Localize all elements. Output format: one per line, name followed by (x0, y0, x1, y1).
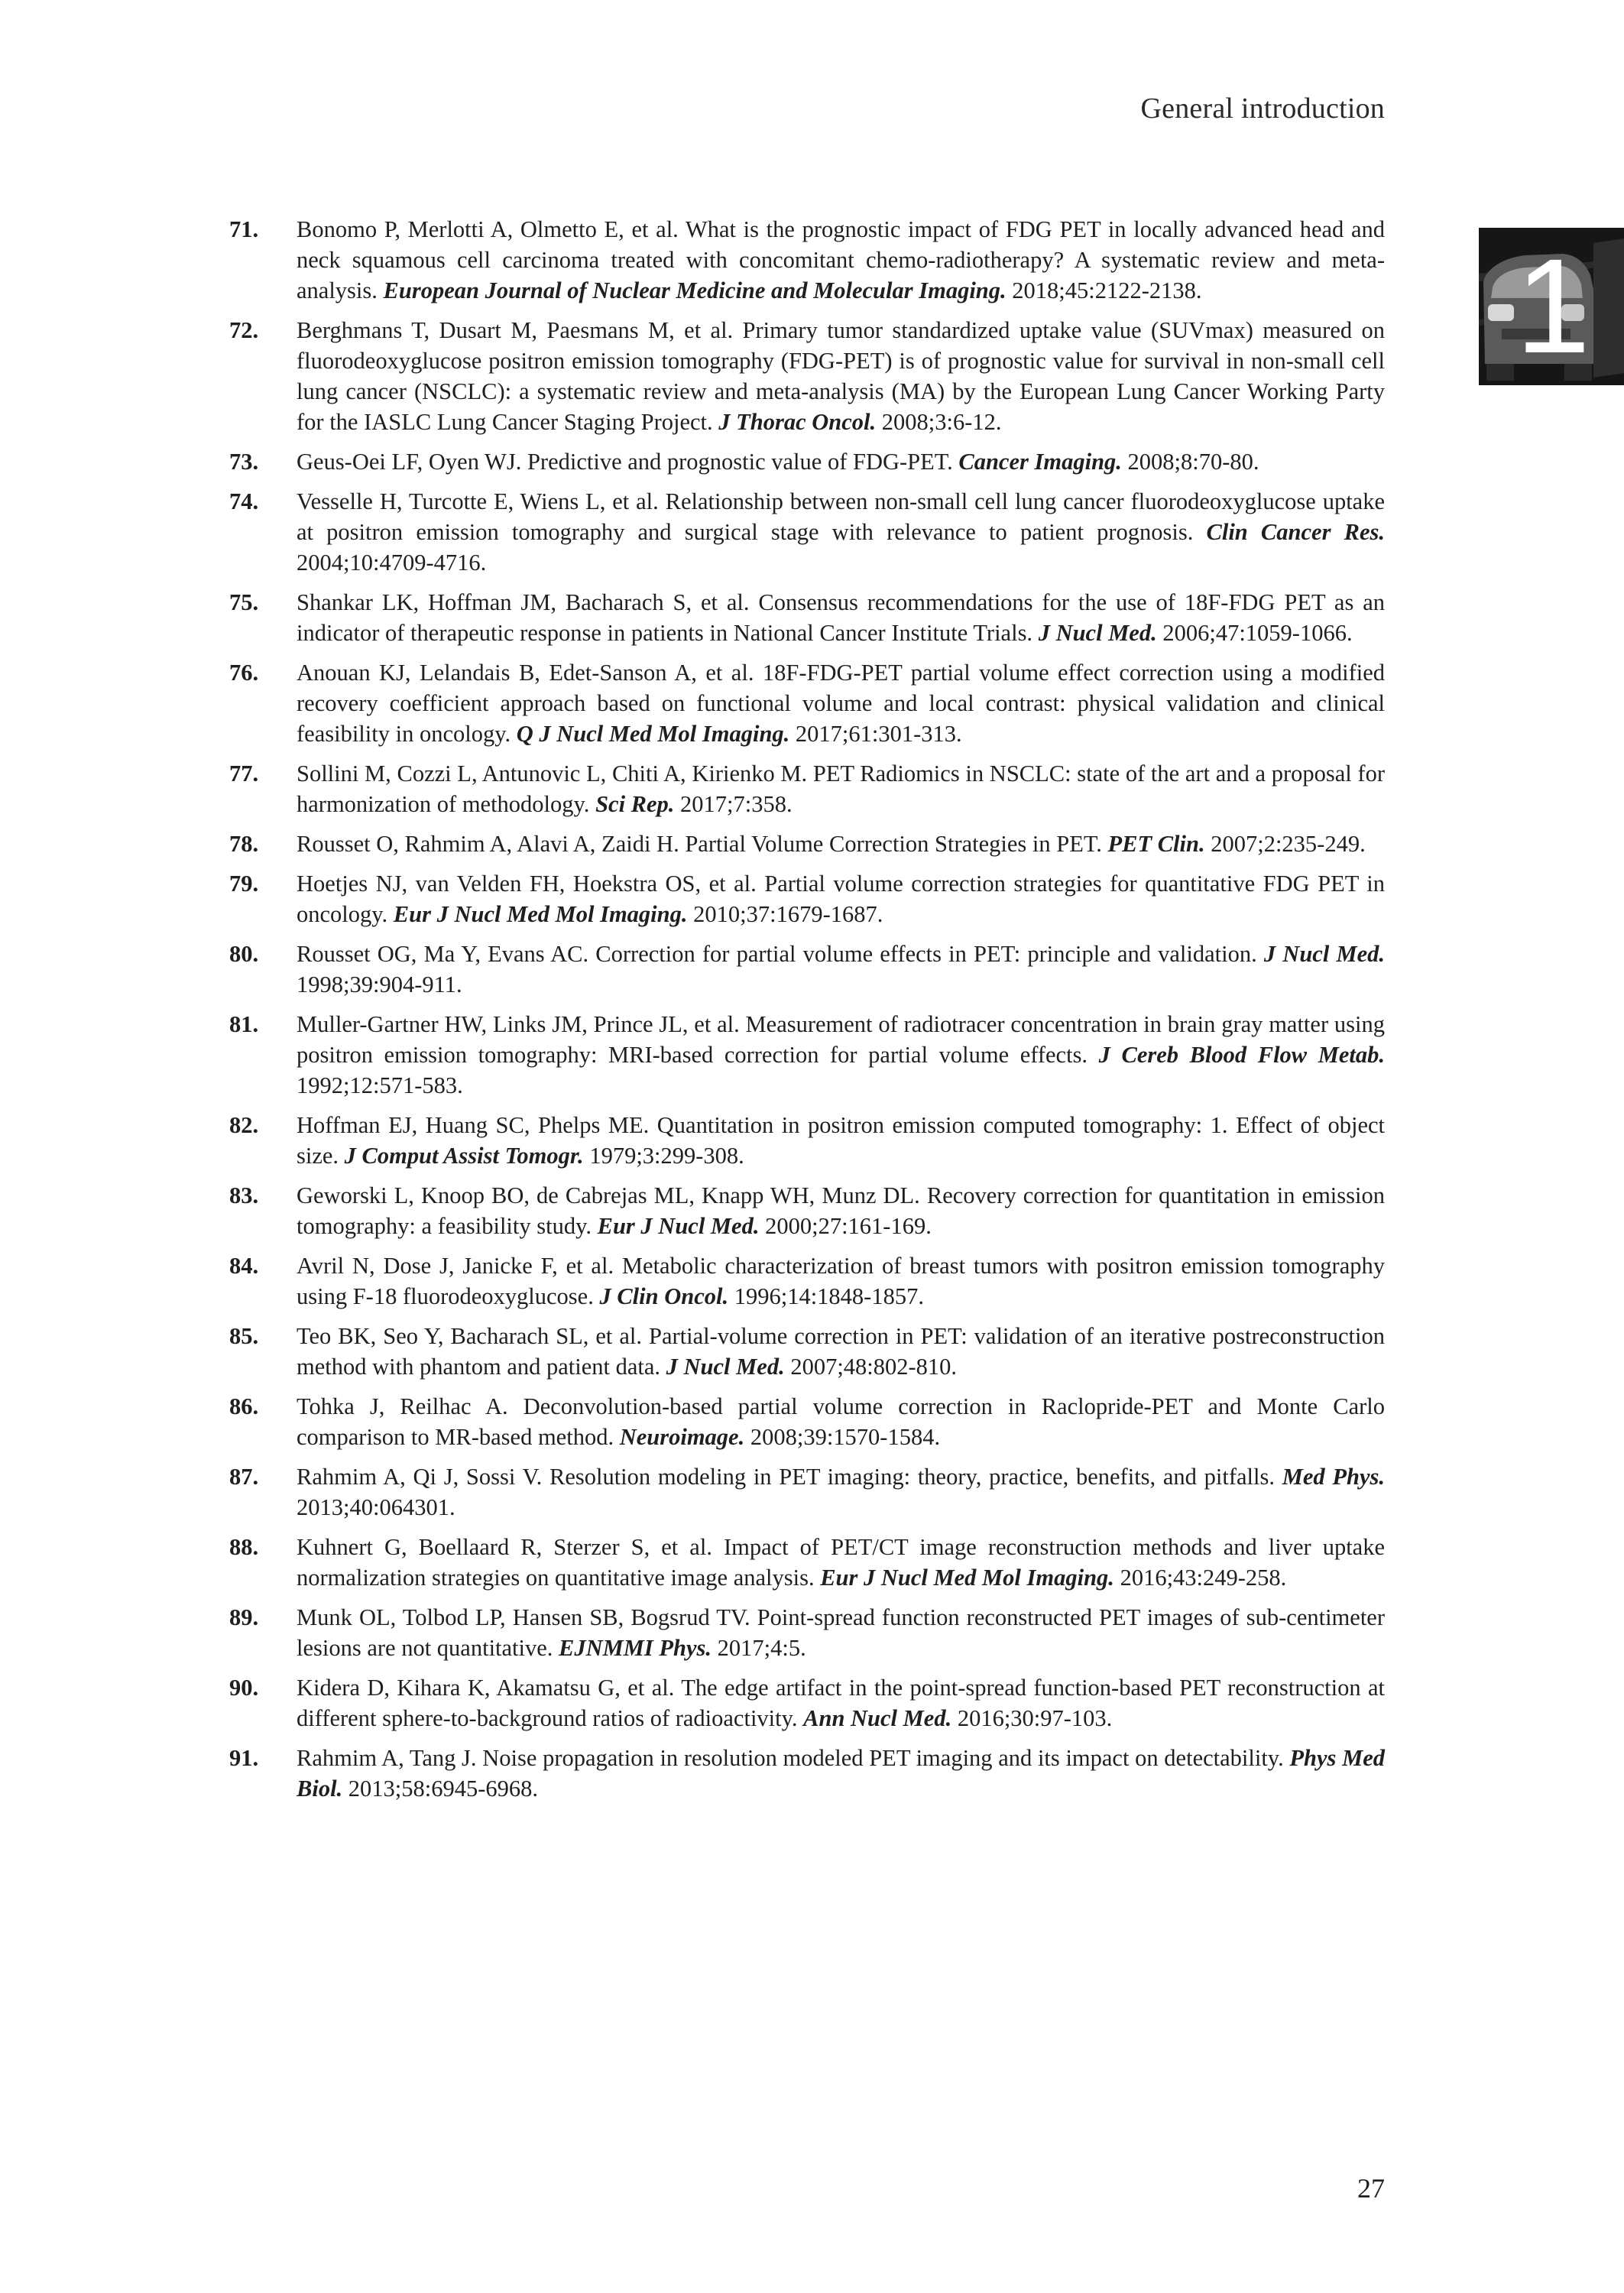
reference-number: 71. (229, 216, 259, 242)
reference-citation: 2013;58:6945-6968. (342, 1776, 539, 1802)
reference-citation: 2008;39:1570-1584. (744, 1424, 941, 1450)
reference-number: 84. (229, 1253, 259, 1279)
reference-text: Kidera D, Kihara K, Akamatsu G, et al. The edge artifact in the point-spread function-based PET reconstruction at different sphere-to-background ratios of radioactivity. (297, 1675, 1385, 1731)
reference-item (229, 1743, 1385, 1804)
reference-item (229, 829, 1385, 859)
reference-item (229, 939, 1385, 1000)
reference-item (229, 214, 1385, 306)
reference-text: Sollini M, Cozzi L, Antunovic L, Chiti A, Kirienko M. PET Radiomics in NSCLC: state of the art and a proposal for harmonization of methodology. (297, 761, 1385, 817)
reference-text: Tohka J, Reilhac A. Deconvolution-based partial volume correction in Raclopride-PET and Monte Carlo comparison to MR-based method. (297, 1393, 1385, 1450)
reference-journal: J Comput Assist Tomogr. (344, 1143, 584, 1169)
reference-journal: J Thorac Oncol. (718, 409, 877, 435)
reference-item (229, 758, 1385, 819)
reference-item (229, 446, 1385, 477)
reference-text: Bonomo P, Merlotti A, Olmetto E, et al. What is the prognostic impact of FDG PET in locally advanced head and neck squamous cell carcinoma treated with concomitant chemo-radiotherapy? A systematic review and meta-analysis. (297, 216, 1385, 303)
reference-journal: J Nucl Med. (1038, 620, 1157, 646)
reference-journal: Eur J Nucl Med Mol Imaging. (820, 1565, 1114, 1591)
reference-text: Berghmans T, Dusart M, Paesmans M, et al. Primary tumor standardized uptake value (SUVmax) measured on fluorodeoxyglucose positron emission tomography (FDG-PET) is of prognostic value for survival in non-small cell lung cancer (NSCLC): a systematic review and meta-analysis (MA) by the European Lung Cancer Working Party for the IASLC Lung Cancer Staging Project. (297, 317, 1385, 435)
reference-citation: 2007;2:235-249. (1204, 831, 1366, 857)
reference-text: Teo BK, Seo Y, Bacharach SL, et al. Partial-volume correction in PET: validation of an iterative postreconstruction method with phantom and patient data. (297, 1323, 1385, 1380)
reference-citation: 2017;61:301-313. (789, 721, 962, 747)
reference-item (229, 486, 1385, 578)
reference-item (229, 1461, 1385, 1523)
page-number: 27 (1357, 2173, 1385, 2204)
reference-number: 91. (229, 1745, 259, 1771)
reference-item (229, 587, 1385, 648)
reference-text: Hoetjes NJ, van Velden FH, Hoekstra OS, et al. Partial volume correction strategies for quantitative FDG PET in oncology. (297, 871, 1385, 927)
reference-number: 73. (229, 449, 259, 475)
reference-text: Avril N, Dose J, Janicke F, et al. Metabolic characterization of breast tumors with positron emission tomography using F-18 fluorodeoxyglucose. (297, 1253, 1385, 1309)
reference-journal: Phys Med Biol. (297, 1745, 1385, 1802)
reference-citation: 2006;47:1059-1066. (1156, 620, 1353, 646)
running-header: General introduction (1140, 92, 1385, 125)
reference-citation: 2000;27:161-169. (759, 1213, 932, 1239)
reference-number: 74. (229, 488, 259, 514)
reference-number: 90. (229, 1675, 259, 1701)
reference-citation: 2013;40:064301. (297, 1494, 455, 1520)
reference-journal: J Nucl Med. (1263, 941, 1385, 967)
reference-citation: 2008;8:70-80. (1121, 449, 1259, 475)
reference-number: 87. (229, 1464, 259, 1490)
reference-journal: EJNMMI Phys. (559, 1635, 712, 1661)
reference-text: Anouan KJ, Lelandais B, Edet-Sanson A, et al. 18F-FDG-PET partial volume effect correction using a modified recovery coefficient approach based on functional volume and local contrast: physical validation and clinical feasibility in oncology. (297, 660, 1385, 747)
reference-journal: Eur J Nucl Med Mol Imaging. (393, 901, 688, 927)
reference-text: Geworski L, Knoop BO, de Cabrejas ML, Knapp WH, Munz DL. Recovery correction for quantitation in emission tomography: a feasibility study. (297, 1182, 1385, 1239)
reference-journal: Q J Nucl Med Mol Imaging. (516, 721, 790, 747)
reference-text: Rousset O, Rahmim A, Alavi A, Zaidi H. Partial Volume Correction Strategies in PET. (297, 831, 1108, 857)
reference-journal: J Cereb Blood Flow Metab. (1098, 1042, 1385, 1068)
reference-text: Hoffman EJ, Huang SC, Phelps ME. Quantitation in positron emission computed tomography: 1. Effect of object size. (297, 1112, 1385, 1169)
reference-item (229, 1009, 1385, 1101)
reference-text: Kuhnert G, Boellaard R, Sterzer S, et al. Impact of PET/CT image reconstruction methods and liver uptake normalization strategies on quantitative image analysis. (297, 1534, 1385, 1591)
reference-journal: J Nucl Med. (666, 1354, 785, 1380)
reference-citation: 2017;4:5. (712, 1635, 806, 1661)
reference-number: 79. (229, 871, 259, 897)
reference-item (229, 315, 1385, 437)
reference-number: 88. (229, 1534, 259, 1560)
reference-number: 76. (229, 660, 259, 686)
reference-journal: European Journal of Nuclear Medicine and Molecular Imaging. (383, 277, 1006, 303)
reference-number: 80. (229, 941, 259, 967)
reference-citation: 1996;14:1848-1857. (728, 1283, 924, 1309)
reference-list (229, 214, 1385, 1813)
reference-citation: 1979;3:299-308. (583, 1143, 744, 1169)
reference-number: 89. (229, 1604, 259, 1630)
reference-text: Munk OL, Tolbod LP, Hansen SB, Bogsrud TV. Point-spread function reconstructed PET images of sub-centimeter lesions are not quantitative. (297, 1604, 1385, 1661)
reference-item (229, 1602, 1385, 1663)
reference-text: Geus-Oei LF, Oyen WJ. Predictive and prognostic value of FDG-PET. (297, 449, 959, 475)
reference-journal: Neuroimage. (619, 1424, 745, 1450)
reference-citation: 2004;10:4709-4716. (297, 550, 487, 576)
reference-journal: Sci Rep. (595, 791, 675, 817)
reference-item (229, 868, 1385, 929)
reference-citation: 1992;12:571-583. (297, 1072, 463, 1098)
reference-citation: 2018;45:2122-2138. (1006, 277, 1202, 303)
reference-number: 82. (229, 1112, 259, 1138)
reference-number: 85. (229, 1323, 259, 1349)
reference-item (229, 1321, 1385, 1382)
reference-item (229, 1250, 1385, 1312)
reference-text: Vesselle H, Turcotte E, Wiens L, et al. Relationship between non-small cell lung cancer fluorodeoxyglucose uptake at positron emission tomography and surgical stage with relevance to patient prognosis. (297, 488, 1385, 545)
reference-text: Shankar LK, Hoffman JM, Bacharach S, et al. Consensus recommendations for the use of 18F-FDG PET as an indicator of therapeutic response in patients in National Cancer Institute Trials. (297, 589, 1385, 646)
reference-journal: PET Clin. (1107, 831, 1205, 857)
reference-journal: Ann Nucl Med. (803, 1705, 952, 1731)
reference-text: Rahmim A, Tang J. Noise propagation in resolution modeled PET imaging and its impact on detectability. (297, 1745, 1290, 1771)
reference-text: Muller-Gartner HW, Links JM, Prince JL, et al. Measurement of radiotracer concentration in brain gray matter using positron emission tomography: MRI-based correction for partial volume effects. (297, 1011, 1385, 1068)
reference-journal: Cancer Imaging. (958, 449, 1122, 475)
reference-journal: Eur J Nucl Med. (597, 1213, 760, 1239)
reference-text: Rousset OG, Ma Y, Evans AC. Correction for partial volume effects in PET: principle and validation. (297, 941, 1264, 967)
reference-text: Rahmim A, Qi J, Sossi V. Resolution modeling in PET imaging: theory, practice, benefits, and pitfalls. (297, 1464, 1282, 1490)
reference-citation: 1998;39:904-911. (297, 971, 462, 997)
reference-citation: 2016;43:249-258. (1113, 1565, 1287, 1591)
reference-number: 78. (229, 831, 259, 857)
reference-number: 72. (229, 317, 259, 343)
reference-number: 75. (229, 589, 259, 615)
reference-number: 81. (229, 1011, 259, 1037)
chapter-tab (1479, 228, 1624, 385)
reference-item (229, 1180, 1385, 1241)
reference-item (229, 1110, 1385, 1171)
reference-citation: 2016;30:97-103. (951, 1705, 1113, 1731)
reference-number: 83. (229, 1182, 259, 1208)
reference-citation: 2007;48:802-810. (784, 1354, 958, 1380)
reference-journal: Med Phys. (1282, 1464, 1385, 1490)
reference-item (229, 657, 1385, 749)
reference-item (229, 1672, 1385, 1734)
reference-citation: 2017;7:358. (674, 791, 793, 817)
reference-journal: J Clin Oncol. (599, 1283, 729, 1309)
reference-citation: 2008;3:6-12. (876, 409, 1002, 435)
reference-number: 77. (229, 761, 259, 786)
reference-item (229, 1532, 1385, 1593)
reference-number: 86. (229, 1393, 259, 1419)
reference-item (229, 1391, 1385, 1452)
reference-journal: Clin Cancer Res. (1206, 519, 1385, 545)
chapter-number: 1 (1515, 232, 1590, 381)
reference-citation: 2010;37:1679-1687. (687, 901, 883, 927)
